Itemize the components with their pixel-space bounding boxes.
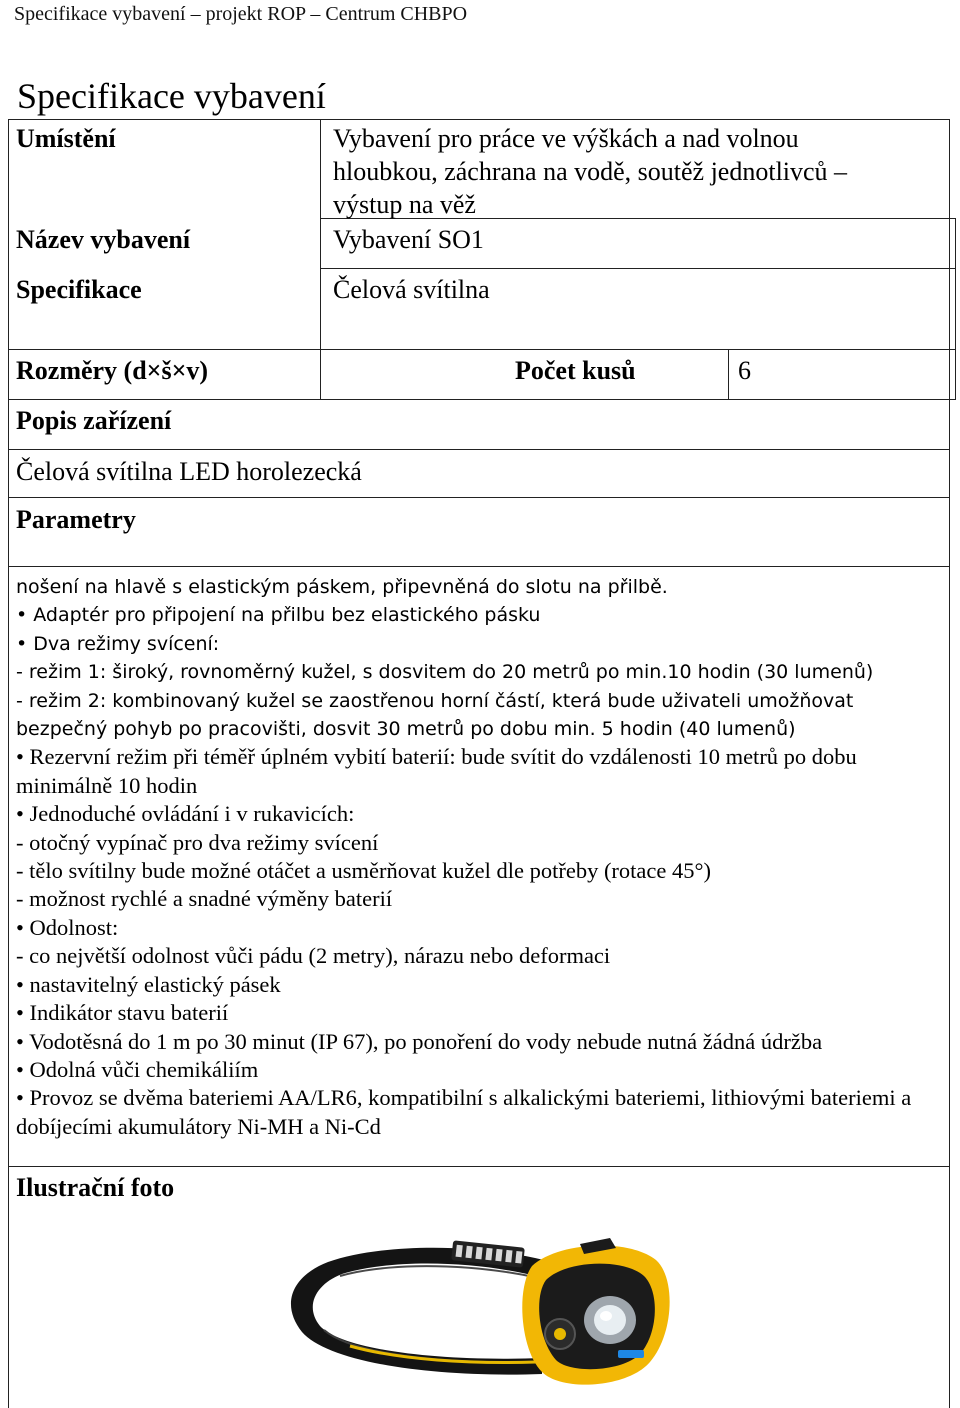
running-header: Specifikace vybavení – projekt ROP – Centrum CHBPO: [14, 3, 468, 25]
list-item: • nastavitelný elastický pásek: [16, 971, 281, 997]
table-rule: [8, 1166, 950, 1167]
list-item: - co největší odolnost vůči pádu (2 metry), nárazu nebo deformaci: [16, 943, 611, 969]
table-rule: [8, 399, 956, 400]
list-item: • Provoz se dvěma bateriemi AA/LR6, kompatibilní s alkalickými bateriemi, lithiovými bateriemi a dobíjecími akumulátory Ni-MH a Ni-Cd: [16, 1085, 912, 1139]
headlamp-photo-icon: [280, 1222, 680, 1402]
list-item: • Dva režimy svícení:: [16, 632, 220, 655]
equipment-name-label: Název vybavení: [16, 225, 191, 254]
table-rule: [728, 349, 729, 399]
list-item: • Adaptér pro připojení na přilbu bez elastického pásku: [16, 604, 541, 627]
table-rule: [8, 497, 950, 498]
table-rule: [8, 349, 956, 350]
table-rule: [949, 119, 950, 1408]
table-rule: [8, 119, 9, 1408]
equipment-name-value: Vybavení SO1: [333, 225, 484, 254]
page-title: Specifikace vybavení: [17, 76, 326, 116]
list-item: - možnost rychlé a snadné výměny baterií: [16, 886, 393, 912]
location-value-line: výstup na věž: [333, 190, 476, 219]
specification-value: Čelová svítilna: [333, 275, 490, 304]
quantity-value: 6: [738, 356, 751, 385]
table-rule: [320, 268, 956, 269]
table-rule: [8, 119, 950, 120]
list-item: • Rezervní režim při téměř úplném vybití baterií: bude svítit do vzdálenosti 10 metrů po dobu minimálně 10 hodin: [16, 744, 857, 798]
description-label: Popis zařízení: [16, 406, 172, 435]
list-item: - režim 1: široký, rovnoměrný kužel, s dosvitem do 20 metrů po min.10 hodin (30 lumenů): [16, 661, 874, 684]
description-value: Čelová svítilna LED horolezecká: [16, 457, 362, 486]
list-item: nošení na hlavě s elastickým páskem, připevněná do slotu na přilbě.: [16, 576, 668, 598]
location-value-line: Vybavení pro práce ve výškách a nad volnou: [333, 124, 799, 153]
table-rule: [8, 449, 950, 450]
list-item: - otočný vypínač pro dva režimy svícení: [16, 829, 379, 855]
parameters-label: Parametry: [16, 505, 136, 534]
table-rule: [955, 218, 956, 400]
dimensions-label: Rozměry (d×š×v): [16, 356, 209, 385]
location-value: [333, 122, 847, 221]
table-rule: [8, 566, 950, 567]
list-item: • Vodotěsná do 1 m po 30 minut (IP 67), po ponoření do vody nebude nutná žádná údržba: [16, 1028, 823, 1054]
list-item: • Indikátor stavu baterií: [16, 1000, 229, 1026]
parameters-list: [16, 573, 926, 1141]
table-rule: [320, 349, 321, 399]
list-item: • Jednoduché ovládání i v rukavicích:: [16, 801, 355, 827]
location-label: Umístění: [16, 124, 116, 153]
specification-label: Specifikace: [16, 275, 142, 304]
table-rule: [320, 119, 321, 349]
list-item: • Odolnost:: [16, 914, 119, 940]
list-item: • Odolná vůči chemikáliím: [16, 1056, 259, 1082]
quantity-label: Počet kusů: [515, 356, 636, 385]
list-item: - tělo svítilny bude možné otáčet a usměrňovat kužel dle potřeby (rotace 45°): [16, 858, 712, 884]
location-value-line: hloubkou, záchrana na vodě, soutěž jednotlivců –: [333, 157, 848, 186]
list-item: - režim 2: kombinovaný kužel se zaostřenou horní částí, která bude uživateli umožňovat bezpečný pohyb po pracovišti, dosvit 30 metrů po dobu min. 5 hodin (40 lumenů): [16, 689, 854, 741]
photo-label: Ilustrační foto: [16, 1173, 175, 1202]
